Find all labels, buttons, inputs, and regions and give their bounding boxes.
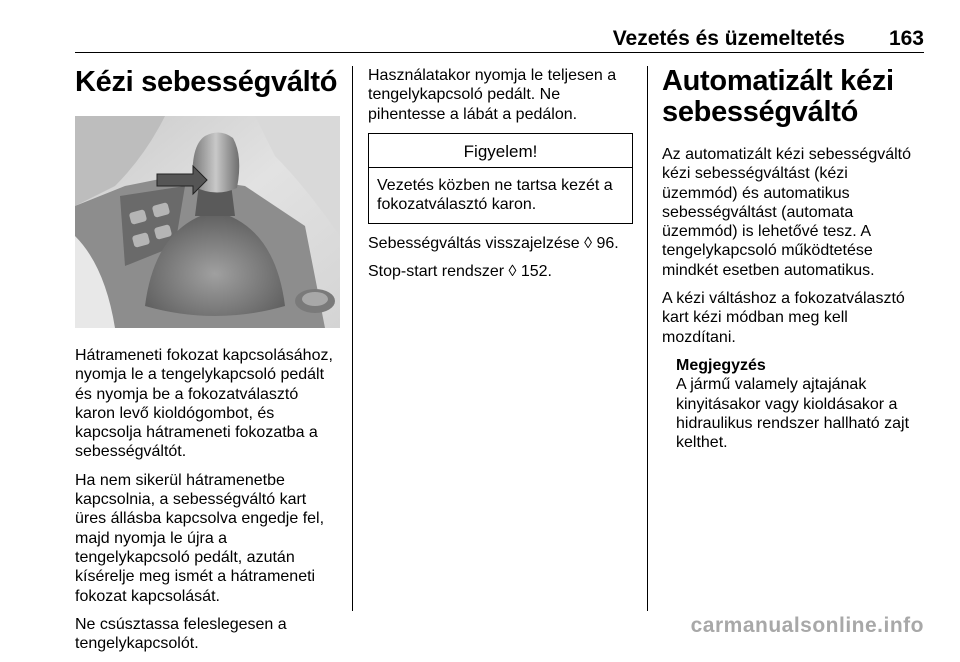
section-heading: Automatizált kézi sebességváltó xyxy=(662,65,894,128)
paragraph: Ne csúsztassa feleslegesen a tengelykapcsolót. xyxy=(75,615,287,653)
watermark: carmanualsonline.info xyxy=(690,614,924,637)
warning-title: Figyelem! xyxy=(369,134,632,168)
header-title: Vezetés és üzemeltetés xyxy=(612,27,845,50)
column-divider xyxy=(352,66,353,611)
header-rule xyxy=(75,52,924,53)
paragraph: Hátrameneti fokozat kapcsolásához, nyomja le a tengelykapcsoló pedált és nyomja be a fokozatválasztó karon levő kioldógombot, és kapcsolja hátrameneti fokozatba a sebességváltót. xyxy=(75,347,333,461)
cross-reference: Sebességváltás visszajelzése ◊ 96. xyxy=(368,234,619,252)
paragraph: A kézi váltáshoz a fokozatválasztó kart kézi módban meg kell mozdítani. xyxy=(662,290,905,346)
warning-text: Vezetés közben ne tartsa kezét a fokozatválasztó karon. xyxy=(377,177,613,214)
page-number: 163 xyxy=(888,27,924,50)
note-text: A jármű valamely ajtajának kinyitásakor vagy kioldásakor a hidraulikus rendszer hallható zajt kelthet. xyxy=(676,376,910,452)
paragraph: Ha nem sikerül hátramenetbe kapcsolnia, a sebességváltó kart üres állásba kapcsolva engedje fel, majd nyomja le újra a tengelykapcsoló pedált, azután kísérelje meg ismét a hátrameneti fokozat kapcsolását. xyxy=(75,471,325,605)
gear-lever-photo xyxy=(75,116,340,328)
note-block xyxy=(662,356,924,452)
warning-box xyxy=(368,133,633,224)
paragraph: Használatakor nyomja le teljesen a tengelykapcsoló pedált. Ne pihentesse a lábát a pedálon. xyxy=(368,67,617,123)
cross-reference: Stop-start rendszer ◊ 152. xyxy=(368,263,552,281)
note-label: Megjegyzés xyxy=(676,356,766,374)
paragraph: Az automatizált kézi sebességváltó kézi sebességváltást (kézi üzemmód) és automatikus sebességváltást (automata üzemmód) is lehetővé tesz. A tengelykapcsoló működtetése mindkét esetben automatikus. xyxy=(662,146,912,279)
right-column xyxy=(662,66,924,452)
section-heading: Kézi sebességváltó xyxy=(75,66,338,98)
column-divider xyxy=(647,66,648,611)
left-column xyxy=(75,66,340,662)
middle-column xyxy=(368,66,633,290)
